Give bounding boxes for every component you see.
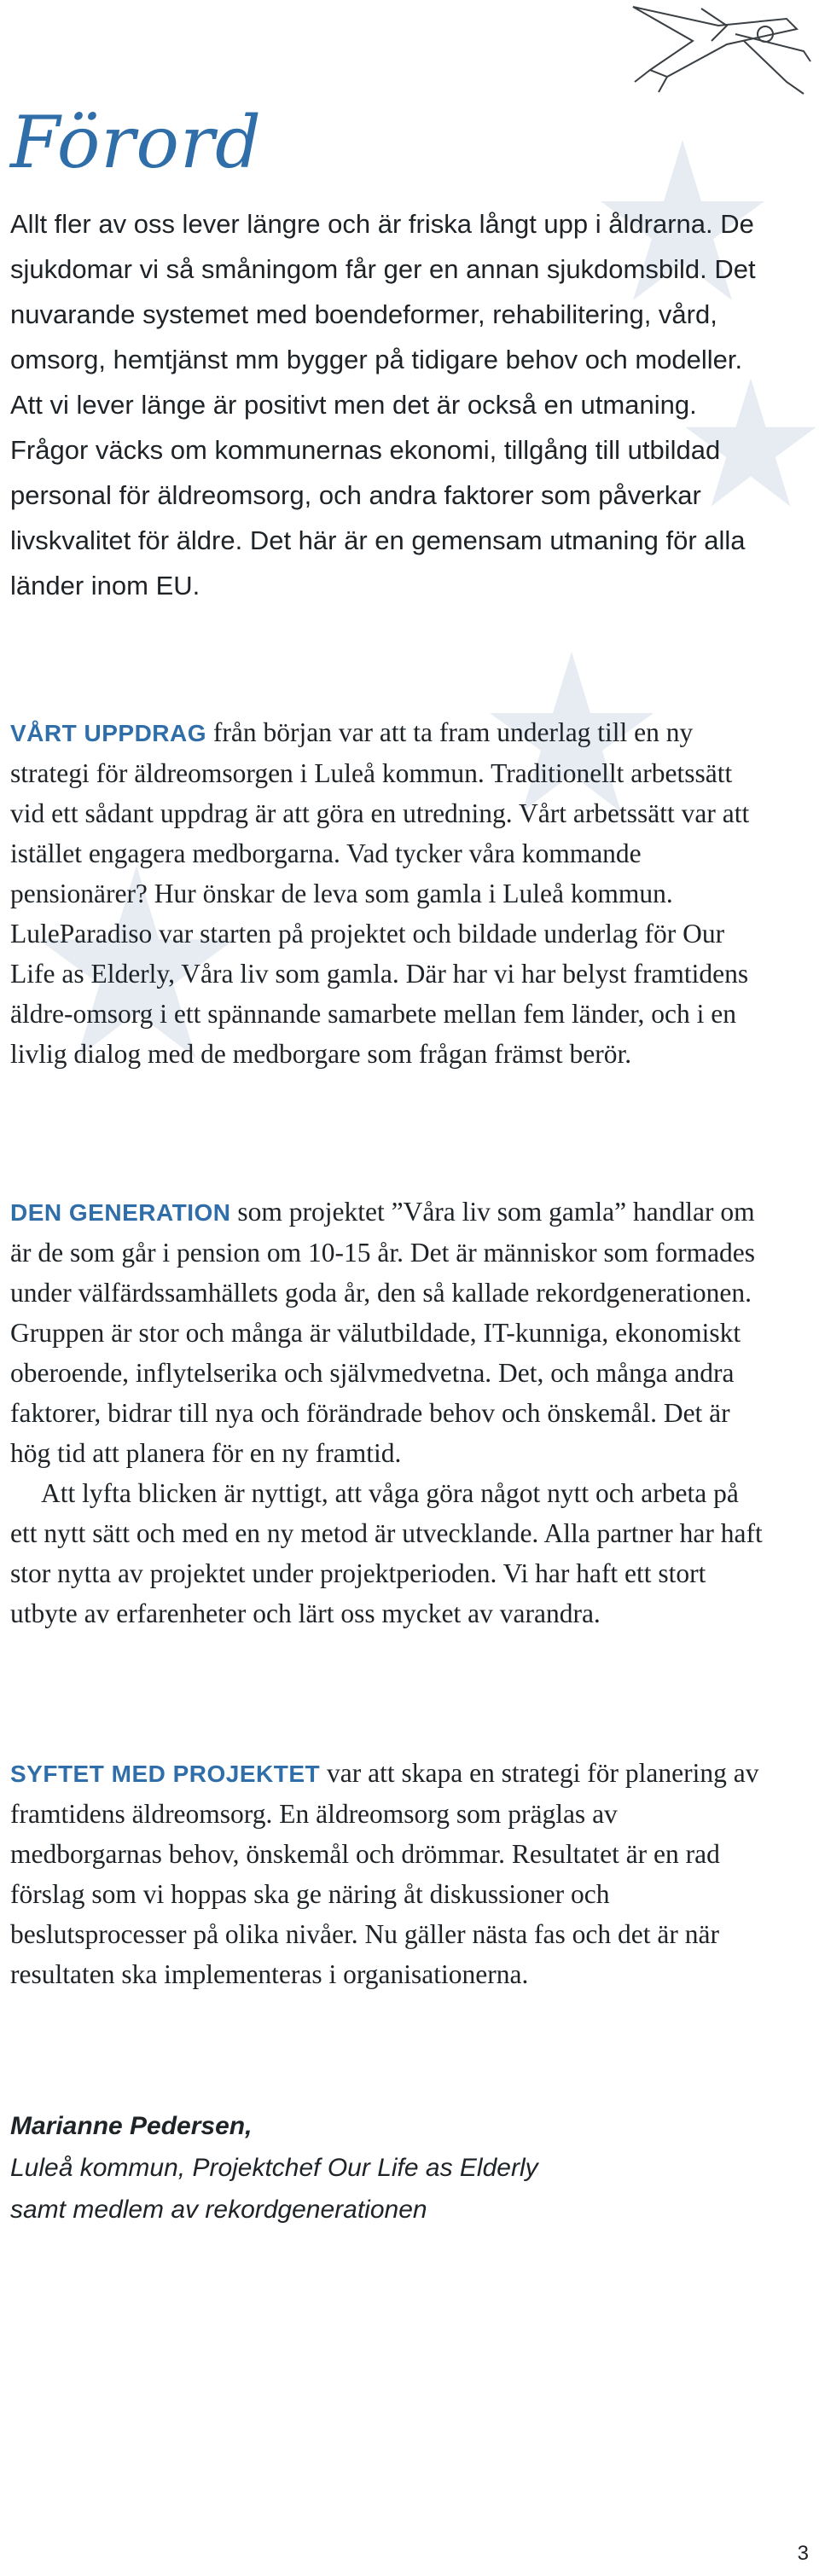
intro-paragraph: Allt fler av oss lever längre och är friska långt upp i åldrarna. De sjukdomar vi så småningom får ger en annan sjukdomsbild. Det nuvarande systemet med boendeformer, rehabilitering, vård, omsorg, hemtjänst mm bygger på tidigare behov och modeller. Att vi lever länge är positivt men det är också en utmaning. Frågor väcks om kommunernas ekonomi, tillgång till utbildad personal för äldreomsorg, och andra faktorer som påverkar livskvalitet för äldre. Det här är en gemensam utmaning för alla länder inom EU.: [10, 209, 756, 600]
section-text: var att skapa en strategi för planering av framtidens äldreomsorg. En äldreomsorg som präglas av medborgarnas behov, önskemål och drömmar. Resultatet är en rad förslag som vi hoppas ska ge näring åt diskussioner och beslutsprocesser på olika nivåer. Nu gäller nästa fas och det är när resultaten ska implementeras i organisationerna.: [10, 1758, 759, 1989]
page-number: 3: [797, 2542, 809, 2565]
section-lead: DEN GENERATION: [10, 1199, 231, 1226]
section-text-continued: Att lyfta blicken är nyttigt, att våga göra något nytt och arbeta på ett nytt sätt och med en ny metod är utvecklande. Alla partner har haft stor nytta av projektet under projektperioden. Vi har haft ett stort utbyte av erfarenheter och lärt oss mycket av varandra.: [10, 1478, 763, 1628]
section-lead: VÅRT UPPDRAG: [10, 720, 207, 746]
signature: [10, 2105, 770, 2231]
section-uppdrag: [10, 712, 770, 1074]
section-syftet: [10, 1753, 770, 1994]
section-lead: SYFTET MED PROJEKTET: [10, 1761, 321, 1787]
section-text: som projektet ”Våra liv som gamla” handlar om är de som går i pension om 10-15 år. Det är människor som formades under välfärdssamhällets goda år, den så kallade rekordgenerationen. Gruppen är stor och många är välutbildade, IT-kunniga, ekonomiskt oberoende, inflytelserika och självmedvetna. Det, och många andra faktorer, bidrar till nya och förändrade behov och önskemål. Det är hög tid att planera för en ny framtid.: [10, 1197, 756, 1468]
section-generation: [10, 1192, 770, 1633]
signature-line: samt medlem av rekordgenerationen: [10, 2196, 427, 2224]
signature-name: Marianne Pedersen,: [10, 2112, 253, 2140]
airplane-sketch-icon: [616, 0, 819, 101]
signature-line: Luleå kommun, Projektchef Our Life as Elderly: [10, 2154, 538, 2182]
page-title: Förord: [10, 101, 262, 184]
section-text: från början var att ta fram underlag till en ny strategi för äldreomsorgen i Luleå kommun. Traditionellt arbetssätt vid ett sådant uppdrag är att göra en utredning. Vårt arbetssätt var att istället engagera medborgarna. Vad tycker våra kommande pensionärer? Hur önskar de leva som gamla i Luleå kommun. LuleParadiso var starten på projektet och bildade underlag för Our Life as Elderly, Våra liv som gamla. Där har vi har belyst framtidens äldre-omsorg i ett spännande samarbete mellan fem länder, och i en livlig dialog med de medborgare som frågan främst berör.: [10, 717, 750, 1069]
